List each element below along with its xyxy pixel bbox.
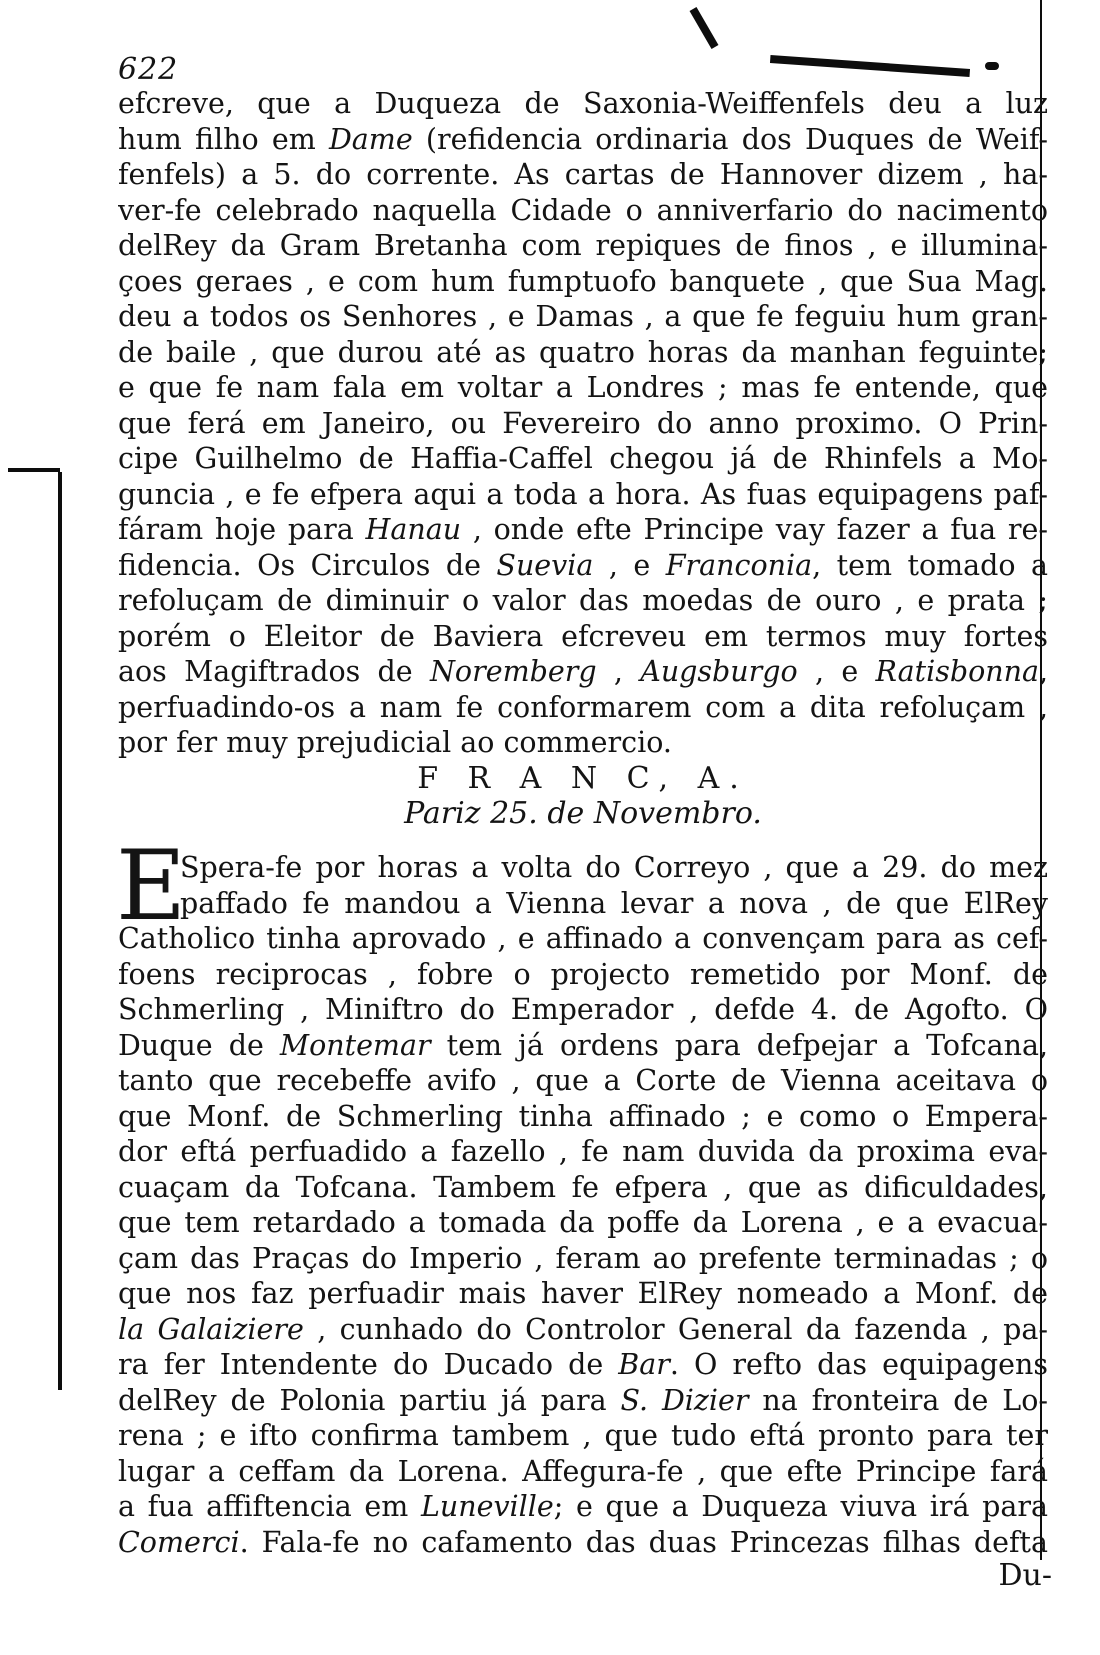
text-run: porém o Eleitor de Baviera efcreveu em termos muy fortes [118, 619, 1048, 653]
text-line [118, 1489, 1048, 1525]
text-line [118, 1241, 1048, 1277]
text-run: fidencia. Os Circulos de [118, 548, 497, 582]
text-run: Duque de [118, 1028, 280, 1062]
text-line [118, 957, 1048, 993]
text-run: na fronteira de Lo- [748, 1383, 1048, 1417]
text-line [118, 1383, 1048, 1419]
text-line [118, 157, 1048, 193]
text-line [118, 992, 1048, 1028]
text-run: delRey de Polonia partiu já para [118, 1383, 621, 1417]
text-line [118, 725, 1048, 761]
text-line [118, 228, 1048, 264]
text-run: , onde efte Principe vay fazer a fua re- [461, 513, 1048, 546]
text-run: hum filho em [118, 122, 329, 156]
text-run: cuaçam da Tofcana. Tambem fe efpera , que as dificuldades, [118, 1170, 1048, 1204]
text-run: paffado fe mandou a Vienna levar a nova , de que ElRey [180, 886, 1048, 920]
text-run: Augsburgo [640, 655, 798, 688]
text-run: que Monf. de Schmerling tinha affinado ; e como o Empera- [118, 1099, 1048, 1133]
text-line [118, 1134, 1048, 1170]
text-line [118, 583, 1048, 619]
text-run: çoes geraes , e com hum fumptuofo banquete , que Sua Mag. [118, 264, 1048, 298]
text-run: Montemar [279, 1028, 431, 1062]
text-line [118, 654, 1048, 690]
text-line [118, 1170, 1048, 1206]
text-run: ver-fe celebrado naquella Cidade o anniverfario do nacimento [118, 193, 1048, 227]
text-run: a fua affiftencia em [118, 1490, 421, 1523]
text-line [118, 299, 1048, 335]
dateline: Pariz 25. de Novembro. [404, 796, 762, 831]
text-line [118, 370, 1048, 406]
text-run: ra fer Intendente do Ducado de [118, 1348, 619, 1381]
text-line [180, 850, 1048, 886]
text-line [118, 1347, 1048, 1383]
text-run: tanto que recebeffe avifo , que a Corte de Vienna aceitava o [118, 1064, 1048, 1097]
text-run: Schmerling , Miniftro do Emperador , defde 4. de Agofto. O [118, 993, 1048, 1026]
text-run: Spera-fe por horas a volta do Correyo , que a 29. do mez [180, 851, 1048, 884]
text-line [118, 264, 1048, 300]
text-line [118, 335, 1048, 371]
text-line [118, 1525, 1048, 1561]
text-run: fenfels) a 5. do corrente. As cartas de Hannover dizem , ha- [118, 158, 1048, 191]
text-run: refoluçam de diminuir o valor das moedas de ouro , e prata ; [118, 584, 1048, 617]
text-run: tem já ordens para defpejar a Tofcana, [430, 1028, 1048, 1062]
text-run: efcreve, que a Duqueza de Saxonia-Weiffenfels deu a luz [118, 87, 1048, 120]
text-line [118, 1028, 1048, 1064]
text-line [118, 406, 1048, 442]
text-line [118, 1418, 1048, 1454]
text-run: . Fala-fe no cafamento das duas Princezas filhas defta [239, 1525, 1048, 1559]
catchword: Du- [998, 1558, 1052, 1593]
text-line [118, 1205, 1048, 1241]
text-run: , [1038, 655, 1048, 688]
text-run: foens reciprocas , fobre o projecto remetido por Monf. de [118, 957, 1048, 991]
text-run: Catholico tinha aprovado , e affinado a convençam para as cef- [118, 922, 1048, 955]
text-line [118, 86, 1048, 122]
text-run: dor eftá perfuadido a fazello , fe nam duvida da proxima eva- [118, 1135, 1048, 1168]
text-line [118, 1063, 1048, 1099]
france-paragraph [116, 830, 1048, 1560]
text-run: cipe Guilhelmo de Haffia-Caffel chegou já de Rhinfels a Mo- [118, 442, 1048, 475]
section-heading: F R A N C, A. [417, 760, 749, 796]
text-run: Bar [618, 1348, 670, 1381]
text-line [118, 619, 1048, 655]
text-run: lugar a ceffam da Lorena. Affegura-fe , que efte Principe fará [118, 1454, 1048, 1488]
page-number: 622 [118, 52, 179, 87]
text-line [118, 548, 1048, 584]
text-line [118, 690, 1048, 726]
text-line [118, 921, 1048, 957]
ink-dot-top [985, 62, 999, 70]
text-run: que nos faz perfuadir mais haver ElRey nomeado a Monf. de [118, 1277, 1048, 1310]
text-run: perfuadindo-os a nam fe conformarem com a dita refoluçam , [118, 690, 1048, 724]
text-run: , tem tomado a [812, 548, 1048, 582]
text-run: Luneville [420, 1490, 554, 1523]
text-run: la Galaiziere [118, 1312, 304, 1346]
text-run: deu a todos os Senhores , e Damas , a que fe feguiu hum gran- [118, 300, 1048, 333]
text-run: guncia , e fe efpera aqui a toda a hora. As fuas equipagens paf- [118, 477, 1048, 511]
text-run: Suevia [496, 548, 594, 582]
text-line [118, 1312, 1048, 1348]
text-line [180, 886, 1048, 922]
text-line [118, 477, 1048, 513]
ink-mark-top [770, 55, 970, 77]
text-run: , cunhado do Controlor General da fazenda , pa- [303, 1312, 1048, 1346]
text-run: fáram hoje para [118, 513, 366, 546]
text-run: Ratisbonna [875, 655, 1039, 688]
ink-stroke-top [690, 7, 719, 49]
text-run: Dame [328, 122, 413, 156]
text-line [118, 1276, 1048, 1312]
text-run: e que fe nam fala em voltar a Londres ; mas fe entende, que [118, 371, 1048, 404]
text-run: de baile , que durou até as quatro horas da manhan feguinte; [118, 335, 1048, 369]
para-lines [118, 921, 1048, 1560]
text-run: rena ; e ifto confirma tambem , que tudo eftá pronto para ter [118, 1419, 1048, 1452]
text-run: aos Magiftrados de [118, 655, 430, 688]
text-run: S. Dizier [620, 1383, 749, 1417]
margin-rule-left [58, 472, 62, 1390]
text-run: que tem retardado a tomada da poffe da Lorena , e a evacua- [118, 1206, 1048, 1239]
text-line [118, 122, 1048, 158]
text-run: delRey da Gram Bretanha com repiques de finos , e illumina- [118, 229, 1048, 262]
text-run: Hanau [365, 513, 462, 546]
text-run: ; e que a Duqueza viuva irá para [553, 1490, 1048, 1523]
text-run: , e [593, 548, 666, 582]
text-line [118, 1099, 1048, 1135]
text-run: çam das Praças do Imperio , feram ao prefente terminadas ; o [118, 1241, 1048, 1275]
text-run: que ferá em Janeiro, ou Fevereiro do anno proximo. O Prin- [118, 406, 1048, 440]
text-run: (refidencia ordinaria dos Duques de Weif- [412, 122, 1048, 156]
text-run: , [596, 655, 641, 688]
top-paragraph [118, 86, 1048, 832]
drop-cap: E [116, 830, 187, 942]
text-line [118, 193, 1048, 229]
text-line [118, 512, 1048, 548]
text-run: , e [797, 655, 876, 688]
top-lines [118, 86, 1048, 761]
text-run: Noremberg [429, 655, 597, 688]
text-run: . O refto das equipagens [669, 1348, 1048, 1381]
text-line [118, 1454, 1048, 1490]
para-first-lines [118, 850, 1048, 921]
text-run: Franconia [665, 548, 813, 582]
text-run: por fer muy prejudicial ao commercio. [118, 726, 672, 759]
margin-bracket-left [8, 468, 60, 472]
text-line [118, 441, 1048, 477]
text-run: Comerci [118, 1525, 240, 1559]
